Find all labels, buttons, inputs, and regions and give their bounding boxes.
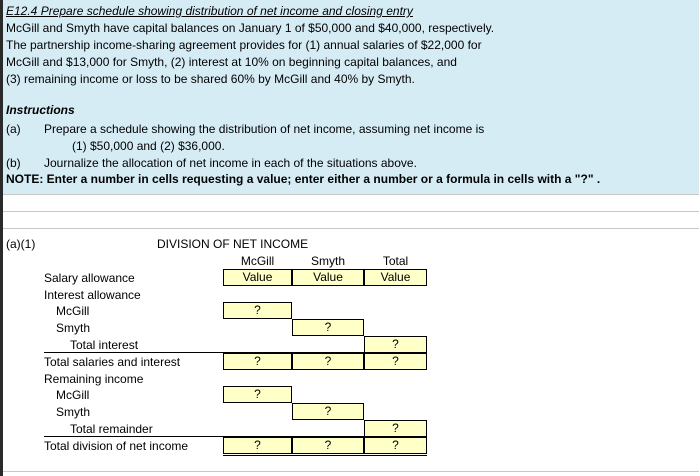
- total-division-total-cell[interactable]: ?: [364, 437, 427, 454]
- row-label-total-division: Total division of net income: [44, 439, 189, 453]
- grid-line: [3, 471, 699, 472]
- remaining-smyth-cell[interactable]: ?: [292, 403, 364, 420]
- total-value-header[interactable]: Value: [364, 269, 427, 286]
- part-label: (a)(1): [6, 237, 36, 251]
- total-interest-cell[interactable]: ?: [364, 336, 427, 353]
- grid-line: [3, 211, 699, 212]
- total-division-smyth-cell[interactable]: ?: [292, 437, 364, 454]
- smyth-value-header[interactable]: Value: [292, 269, 364, 286]
- row-label-salary: Salary allowance: [44, 271, 135, 285]
- row-label-total-remainder: Total remainder: [70, 422, 153, 436]
- column-header-total: Total: [382, 254, 409, 268]
- exercise-title: E12.4 Prepare schedule showing distribution of net income and closing entry: [6, 4, 413, 18]
- problem-line-1: McGill and Smyth have capital balances on January 1 of $50,000 and $40,000, respectively.: [6, 21, 495, 35]
- item-b-label: (b): [6, 156, 21, 170]
- total-salaries-interest-mcgill-cell[interactable]: ?: [223, 353, 292, 370]
- interest-smyth-cell[interactable]: ?: [292, 319, 364, 336]
- column-header-mcgill: McGill: [240, 254, 275, 268]
- instructions-heading: Instructions: [6, 103, 75, 117]
- item-a-text: Prepare a schedule showing the distribution of net income, assuming net income is: [44, 122, 485, 136]
- column-header-smyth: Smyth: [310, 254, 345, 268]
- left-border: [0, 0, 3, 476]
- grid-line: [3, 228, 699, 229]
- remaining-mcgill-cell[interactable]: ?: [223, 386, 292, 403]
- row-label-remaining: Remaining income: [44, 372, 144, 386]
- problem-line-2: The partnership income-sharing agreement provides for (1) annual salaries of $22,000 for: [6, 38, 482, 52]
- item-a-sub: (1) $50,000 and (2) $36,000.: [72, 139, 225, 153]
- item-a-label: (a): [6, 122, 21, 136]
- grid-line: [3, 194, 699, 195]
- row-label-remaining-mcgill: McGill: [56, 388, 90, 402]
- total-remainder-cell[interactable]: ?: [364, 420, 427, 437]
- total-division-mcgill-cell[interactable]: ?: [223, 437, 292, 454]
- row-label-total-salaries-interest: Total salaries and interest: [44, 355, 181, 369]
- row-label-interest-mcgill: McGill: [56, 304, 90, 318]
- double-underline: [223, 455, 427, 456]
- mcgill-value-header[interactable]: Value: [223, 269, 292, 286]
- total-salaries-interest-smyth-cell[interactable]: ?: [292, 353, 364, 370]
- total-salaries-interest-total-cell[interactable]: ?: [364, 353, 427, 370]
- row-label-interest-smyth: Smyth: [56, 321, 91, 335]
- row-label-interest: Interest allowance: [44, 288, 141, 302]
- row-label-total-interest: Total interest: [70, 338, 139, 352]
- problem-line-4: (3) remaining income or loss to be shared 60% by McGill and 40% by Smyth.: [6, 72, 415, 86]
- interest-mcgill-cell[interactable]: ?: [223, 302, 292, 319]
- schedule-title: DIVISION OF NET INCOME: [157, 237, 309, 251]
- problem-line-3: McGill and $13,000 for Smyth, (2) interest at 10% on beginning capital balances, and: [6, 55, 457, 69]
- note-text: NOTE: Enter a number in cells requesting a value; enter either a number or a formula in cells with a "?" .: [6, 172, 601, 186]
- row-label-remaining-smyth: Smyth: [56, 405, 91, 419]
- item-b-text: Journalize the allocation of net income in each of the situations above.: [44, 156, 417, 170]
